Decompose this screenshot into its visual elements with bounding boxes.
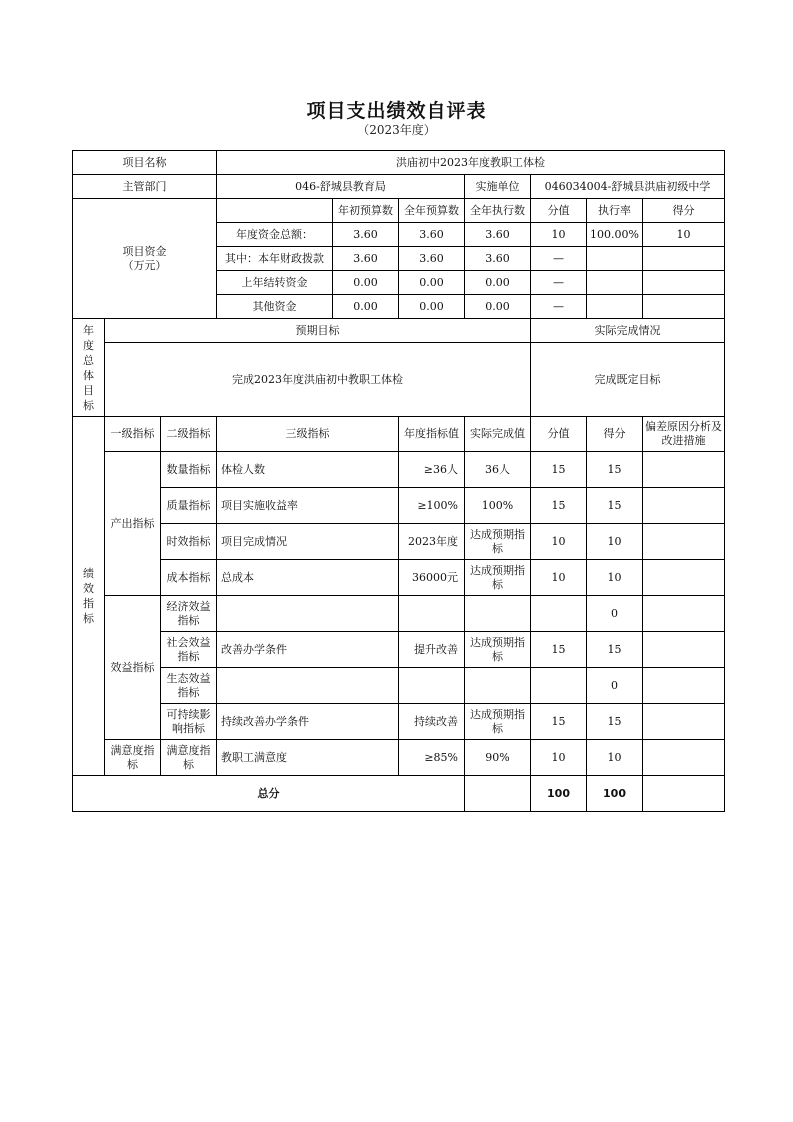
performance-self-evaluation-table — [72, 150, 725, 812]
indicator-weight — [531, 596, 587, 632]
funds-annual: 0.00 — [399, 295, 465, 319]
indicator-target: ≥36人 — [399, 452, 465, 488]
goals-content-row — [73, 343, 725, 417]
implementing-unit-value: 046034004-舒城县洪庙初级中学 — [531, 175, 725, 199]
indicator-target: ≥100% — [399, 488, 465, 524]
indicators-section-label — [73, 417, 105, 776]
funds-row-label: 上年结转资金 — [217, 271, 333, 295]
funds-rate: 100.00% — [587, 223, 643, 247]
total-score: 100 — [587, 776, 643, 812]
funds-score — [643, 247, 725, 271]
funds-col-header-annual: 全年预算数 — [399, 199, 465, 223]
funds-rate — [587, 271, 643, 295]
total-label: 总分 — [73, 776, 465, 812]
project-name-label: 项目名称 — [73, 151, 217, 175]
goals-header-row — [73, 319, 725, 343]
indicator-level3: 项目完成情况 — [217, 524, 399, 560]
indicator-target: ≥85% — [399, 740, 465, 776]
indicator-level2: 时效指标 — [161, 524, 217, 560]
funds-annual: 3.60 — [399, 223, 465, 247]
funds-executed: 0.00 — [465, 271, 531, 295]
indicator-level2: 数量指标 — [161, 452, 217, 488]
indicator-header-weight: 分值 — [531, 417, 587, 452]
funds-executed: 3.60 — [465, 247, 531, 271]
funds-header-empty — [217, 199, 333, 223]
indicator-header-level3: 三级指标 — [217, 417, 399, 452]
indicator-level3: 体检人数 — [217, 452, 399, 488]
indicator-weight — [531, 668, 587, 704]
indicator-row — [73, 632, 725, 668]
funds-initial: 0.00 — [333, 295, 399, 319]
page-title: 项目支出绩效自评表 — [306, 100, 487, 122]
indicator-weight: 15 — [531, 452, 587, 488]
indicator-row — [73, 452, 725, 488]
funds-section-label-text: 项目资金 （万元） — [122, 244, 167, 272]
indicator-header-target: 年度指标值 — [399, 417, 465, 452]
funds-score-value: — — [531, 295, 587, 319]
project-name-value: 洪庙初中2023年度教职工体检 — [217, 151, 725, 175]
indicator-level3: 改善办学条件 — [217, 632, 399, 668]
goals-section-label — [73, 319, 105, 417]
goals-expected-header: 预期目标 — [105, 319, 531, 343]
total-note — [643, 776, 725, 812]
goals-section-label-text: 年度总体目标 — [83, 323, 94, 412]
indicator-weight: 10 — [531, 524, 587, 560]
indicator-row — [73, 704, 725, 740]
indicator-actual — [465, 596, 531, 632]
indicator-weight: 15 — [531, 632, 587, 668]
indicator-actual: 达成预期指标 — [465, 632, 531, 668]
indicator-header-level2: 二级指标 — [161, 417, 217, 452]
indicator-note — [643, 632, 725, 668]
total-row — [73, 776, 725, 812]
indicator-target — [399, 596, 465, 632]
indicator-level1-output: 产出指标 — [105, 452, 161, 596]
indicator-score: 10 — [587, 740, 643, 776]
indicator-note — [643, 560, 725, 596]
indicator-level1-benefit: 效益指标 — [105, 596, 161, 740]
indicator-row — [73, 560, 725, 596]
indicator-level1-satisfaction: 满意度指标 — [105, 740, 161, 776]
indicator-header-actual: 实际完成值 — [465, 417, 531, 452]
funds-rate — [587, 247, 643, 271]
indicator-score: 15 — [587, 704, 643, 740]
indicator-level2: 社会效益指标 — [161, 632, 217, 668]
indicator-target: 2023年度 — [399, 524, 465, 560]
indicator-actual: 100% — [465, 488, 531, 524]
goals-actual-header: 实际完成情况 — [531, 319, 725, 343]
funds-score-value: 10 — [531, 223, 587, 247]
funds-col-header-score: 得分 — [643, 199, 725, 223]
indicator-score: 15 — [587, 488, 643, 524]
indicator-actual: 达成预期指标 — [465, 524, 531, 560]
indicator-row — [73, 740, 725, 776]
indicator-header-score: 得分 — [587, 417, 643, 452]
project-name-row — [73, 151, 725, 175]
indicator-level3: 项目实施收益率 — [217, 488, 399, 524]
indicator-score: 0 — [587, 668, 643, 704]
indicator-header-note: 偏差原因分析及改进措施 — [643, 417, 725, 452]
indicator-row — [73, 488, 725, 524]
indicator-level3: 总成本 — [217, 560, 399, 596]
indicator-level2: 经济效益指标 — [161, 596, 217, 632]
goals-actual-text: 完成既定目标 — [531, 343, 725, 417]
funds-col-header-score-value: 分值 — [531, 199, 587, 223]
indicators-section-label-text: 绩效指标 — [83, 567, 94, 625]
indicator-note — [643, 740, 725, 776]
indicator-score: 10 — [587, 524, 643, 560]
indicator-actual: 36人 — [465, 452, 531, 488]
funds-annual: 0.00 — [399, 271, 465, 295]
total-empty — [465, 776, 531, 812]
indicator-level2: 满意度指标 — [161, 740, 217, 776]
indicator-level2: 可持续影响指标 — [161, 704, 217, 740]
indicator-weight: 10 — [531, 560, 587, 596]
indicator-row — [73, 668, 725, 704]
indicator-actual — [465, 668, 531, 704]
funds-score-value: — — [531, 271, 587, 295]
indicator-actual: 达成预期指标 — [465, 704, 531, 740]
indicator-level3 — [217, 668, 399, 704]
indicator-score: 15 — [587, 452, 643, 488]
page-subtitle-year: （2023年度） — [357, 123, 436, 137]
indicator-target: 36000元 — [399, 560, 465, 596]
indicator-row — [73, 596, 725, 632]
indicator-header-row — [73, 417, 725, 452]
funds-section-label — [73, 199, 217, 319]
funds-score-value: — — [531, 247, 587, 271]
indicator-actual: 达成预期指标 — [465, 560, 531, 596]
funds-executed: 0.00 — [465, 295, 531, 319]
indicator-target: 持续改善 — [399, 704, 465, 740]
indicator-weight: 15 — [531, 488, 587, 524]
indicator-header-level1: 一级指标 — [105, 417, 161, 452]
indicator-row — [73, 524, 725, 560]
indicator-level3: 教职工满意度 — [217, 740, 399, 776]
funds-rate — [587, 295, 643, 319]
indicator-level2: 成本指标 — [161, 560, 217, 596]
indicator-note — [643, 668, 725, 704]
total-weight: 100 — [531, 776, 587, 812]
funds-initial: 3.60 — [333, 247, 399, 271]
funds-annual: 3.60 — [399, 247, 465, 271]
indicator-score: 0 — [587, 596, 643, 632]
indicator-note — [643, 488, 725, 524]
indicator-level3: 持续改善办学条件 — [217, 704, 399, 740]
funds-row-label: 其中：本年财政拨款 — [217, 247, 333, 271]
funds-row-label: 年度资金总额： — [217, 223, 333, 247]
department-value: 046-舒城县教育局 — [217, 175, 465, 199]
indicator-target: 提升改善 — [399, 632, 465, 668]
funds-col-header-rate: 执行率 — [587, 199, 643, 223]
indicator-level2: 质量指标 — [161, 488, 217, 524]
indicator-target — [399, 668, 465, 704]
funds-executed: 3.60 — [465, 223, 531, 247]
funds-col-header-executed: 全年执行数 — [465, 199, 531, 223]
funds-header-row — [73, 199, 725, 223]
funds-initial: 3.60 — [333, 223, 399, 247]
implementing-unit-label: 实施单位 — [465, 175, 531, 199]
indicator-note — [643, 524, 725, 560]
funds-row-label: 其他资金 — [217, 295, 333, 319]
indicator-actual: 90% — [465, 740, 531, 776]
indicator-note — [643, 704, 725, 740]
indicator-score: 10 — [587, 560, 643, 596]
indicator-note — [643, 452, 725, 488]
goals-expected-text: 完成2023年度洪庙初中教职工体检 — [105, 343, 531, 417]
funds-col-header-initial: 年初预算数 — [333, 199, 399, 223]
funds-score — [643, 271, 725, 295]
funds-score — [643, 295, 725, 319]
funds-score: 10 — [643, 223, 725, 247]
indicator-level3 — [217, 596, 399, 632]
department-label: 主管部门 — [73, 175, 217, 199]
indicator-weight: 15 — [531, 704, 587, 740]
indicator-note — [643, 596, 725, 632]
indicator-weight: 10 — [531, 740, 587, 776]
department-row — [73, 175, 725, 199]
indicator-level2: 生态效益指标 — [161, 668, 217, 704]
indicator-score: 15 — [587, 632, 643, 668]
funds-initial: 0.00 — [333, 271, 399, 295]
